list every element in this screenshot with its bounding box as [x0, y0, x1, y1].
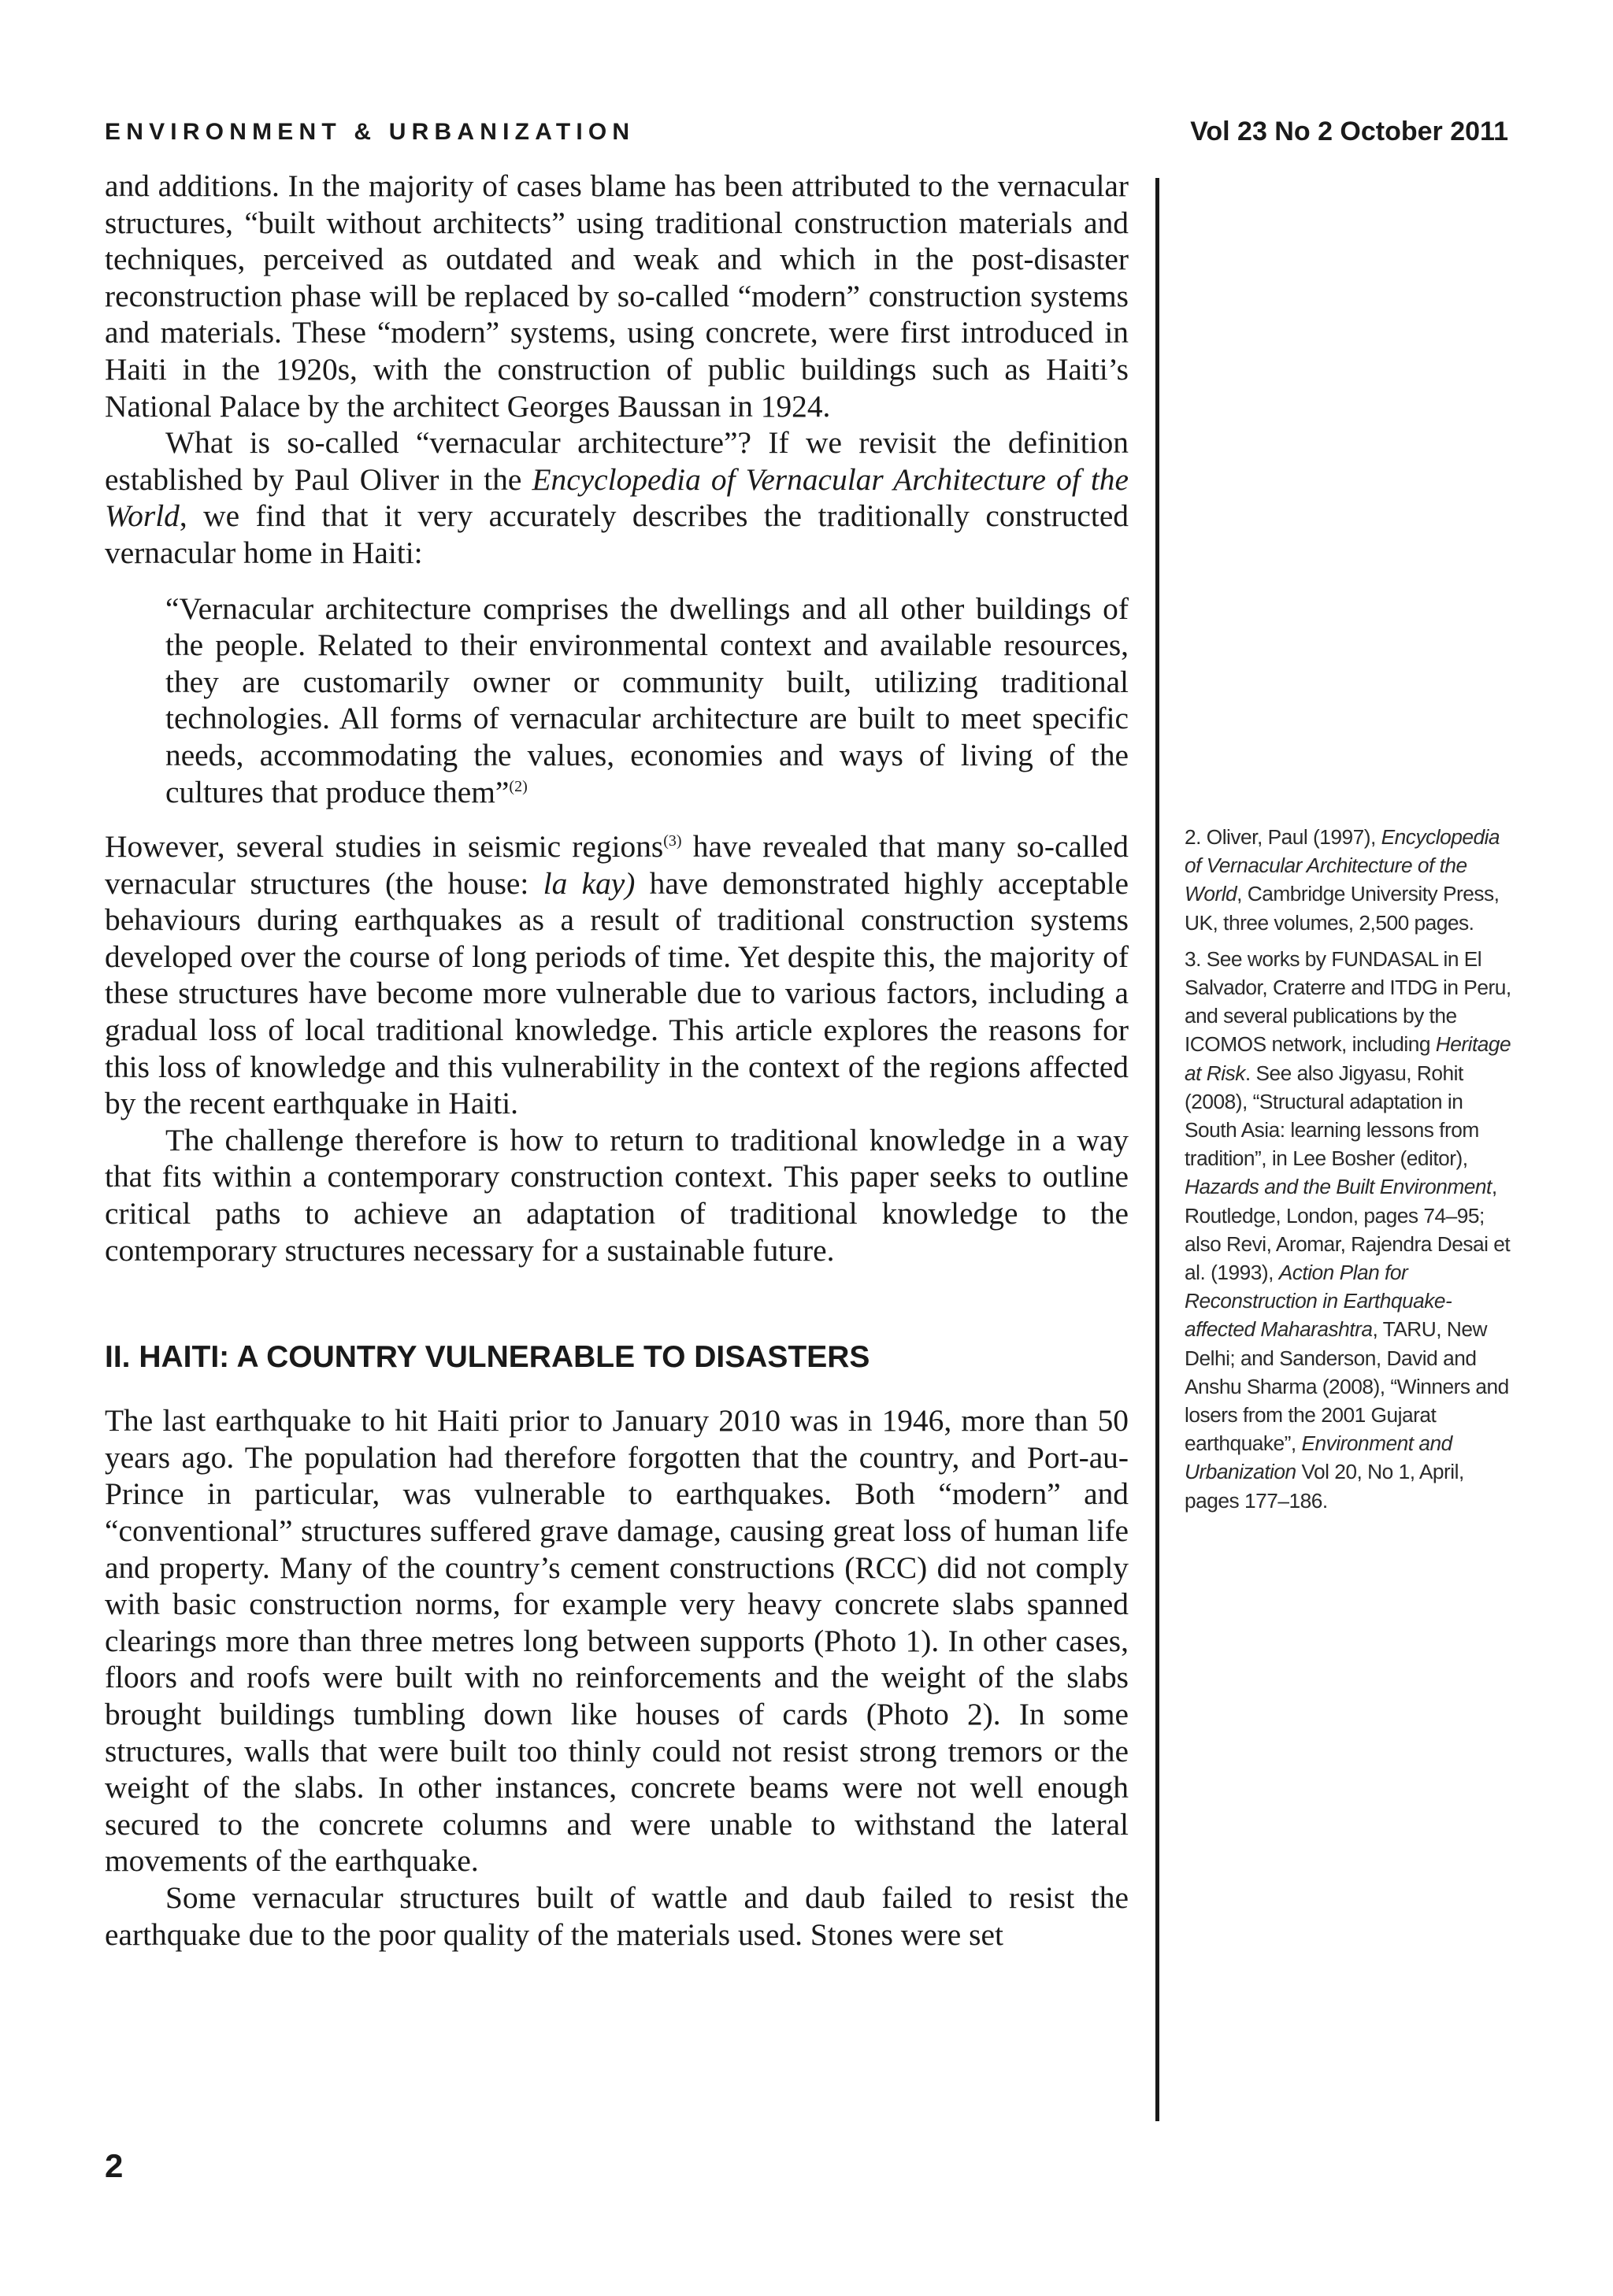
page-number: 2 [105, 2147, 124, 2184]
paragraph: and additions. In the majority of cases blame has been attributed to the vernacular structures, “built without architects” using traditional construction materials and techniques, perceived as outdated and weak and which in the post-disaster reconstruction phase will be replaced by so-called “modern” construction systems and materials. These “modern” systems, using concrete, were first introduced in Haiti in the 1920s, with the construction of public buildings such as Haiti’s National Palace by the architect Georges Baussan in 1924. [105, 168, 1129, 424]
paragraph: The last earthquake to hit Haiti prior to January 2010 was in 1946, more than 50 years ago. The population had therefore forgotten that the country, and Port-au-Prince in particular, was vulnerable to earthquakes. Both “modern” and “conventional” structures suffered grave damage, causing great loss of human life and property. Many of the country’s cement constructions (RCC) did not comply with basic construction norms, for example very heavy concrete slabs spanned clearings more than three metres long between supports (Photo 1). In other cases, floors and roofs were built with no reinforcements and the weight of the slabs brought buildings tumbling down like houses of cards (Photo 2). In some structures, walls that were built too thinly could not resist strong tremors or the weight of the slabs. In other instances, concrete beams were not well enough secured to the concrete columns and were unable to withstand the lateral movements of the earthquake. [105, 1403, 1129, 1879]
book-title: Encyclopedia of Vernacular Architecture of the World [105, 461, 1129, 534]
sidenotes [1185, 823, 1514, 1523]
main-text-column [105, 168, 1129, 1953]
column-divider [1155, 178, 1159, 2121]
issue-info: Vol 23 No 2 October 2011 [1190, 117, 1508, 146]
footnote-3: 3. See works by FUNDASAL in El Salvador, Craterre and ITDG in Peru, and several publications by the ICOMOS network, including Heritage at Risk. See also Jigyasu, Rohit (2008), “Structural adaptation in South Asia: learning lessons from tradition”, in Lee Bosher (editor), Hazards and the Built Environment, Routledge, London, pages 74–95; also Revi, Aromar, Rajendra Desai et al. (1993), Action Plan for Reconstruction in Earthquake-affected Maharashtra, TARU, New Delhi; and Sanderson, David and Anshu Sharma (2008), “Winners and losers from the 2001 Gujarat earthquake”, Environment and Urbanization Vol 20, No 1, April, pages 177–186. [1185, 946, 1511, 1513]
paragraph: Some vernacular structures built of wattle and daub failed to resist the earthquake due to the poor quality of the materials used. Stones were set [105, 1879, 1129, 1952]
section-heading: II. HAITI: A COUNTRY VULNERABLE TO DISASTERS [105, 1340, 870, 1375]
footnote-ref: (2) [509, 777, 528, 795]
paragraph: The challenge therefore is how to return to traditional knowledge in a way that fits within a contemporary construction context. This paper seeks to outline critical paths to achieve an adaptation of traditional knowledge to the contemporary structures necessary for a sustainable future. [105, 1122, 1129, 1268]
block-quote: “Vernacular architecture comprises the dwellings and all other buildings of the people. Related to their environmental context and available resources, they are customarily owner or community built, utilizing traditional technologies. All forms of vernacular architecture are built to meet specific needs, accommodating the values, economies and ways of living of the cultures that produce them”$^{(2)}$ [165, 591, 1129, 809]
paragraph: However, several studies in seismic regions$^{(3)}$ have revealed that many so-called vernacular structures (the house: la kay) have demonstrated highly acceptable behaviours during earthquakes as a result of traditional construction systems developed over the course of long periods of time. Yet despite this, the majority of these structures have become more vulnerable due to various factors, including a gradual loss of local traditional knowledge. This article explores the reasons for this loss of knowledge and this vulnerability in the context of the regions affected by the recent earthquake in Haiti. [105, 829, 1129, 1121]
footnote-ref: (3) [663, 831, 682, 850]
journal-title: ENVIRONMENT & URBANIZATION [105, 119, 636, 145]
footnote-2: 2. Oliver, Paul (1997), Encyclopedia of Vernacular Architecture of the World, Cambridge University Press, UK, three volumes, 2,500 pages. [1185, 825, 1500, 935]
paragraph: What is so-called “vernacular architecture”? If we revisit the definition established by Paul Oliver in the Encyclopedia of Vernacular Architecture of the World, we find that it very accurately describes the traditionally constructed vernacular home in Haiti: [105, 425, 1129, 570]
